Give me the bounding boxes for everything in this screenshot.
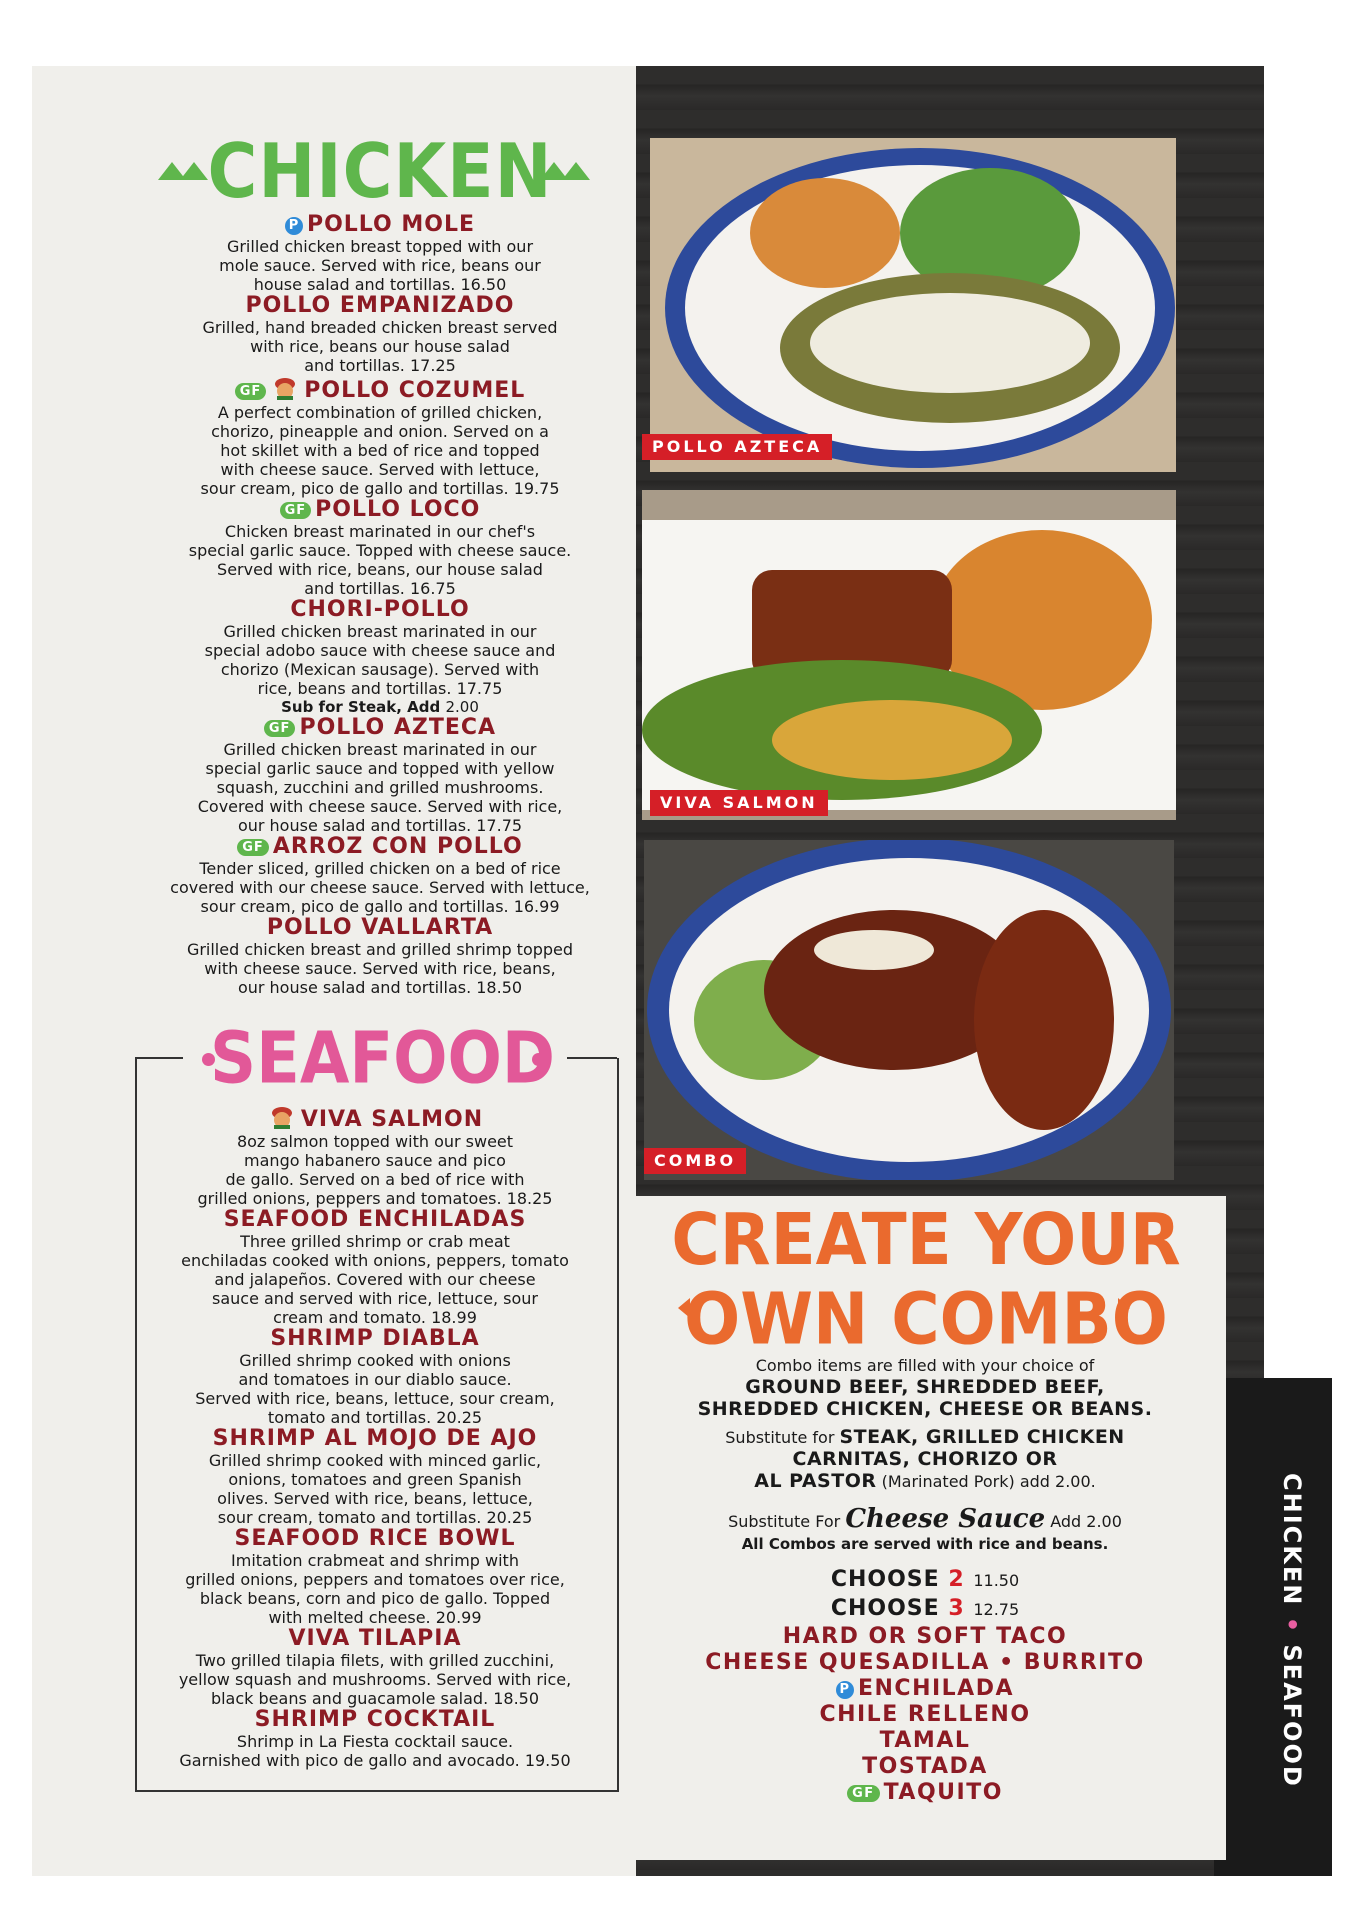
item-description: Grilled chicken breast and grilled shrimp topped with cheese sauce. Served with rice, beans, our house salad and tortillas. 18.50 [186,940,574,997]
chef-mascot-icon [267,1104,297,1130]
combo-fillings: GROUND BEEF, SHREDDED BEEF, [745,1376,1105,1398]
item-description: Grilled, hand breaded chicken breast served with rice, beans our house salad and tortillas. 17.25 [202,318,558,375]
menu-item [130,375,630,498]
choose-3-price: CHOOSE 3 12.75 [830,1596,1020,1621]
seafood-section-title: SEAFOOD [210,1017,555,1101]
menu-item [140,1104,610,1208]
photo-label: COMBO [644,1148,746,1174]
item-description: 8oz salmon topped with our sweet mango habanero sauce and pico de gallo. Served on a bed of rice with grilled onions, peppers and tomatoes. 18.25 [197,1132,553,1208]
combo-option: TOSTADA [862,1754,988,1779]
combo-title-line: CREATE YOUR [671,1197,1181,1282]
menu-item [140,1327,610,1427]
combo-option: CHILE RELLENO [819,1702,1031,1727]
item-name: GF ARROZ CON POLLO [130,835,630,859]
gluten-free-badge-icon: GF [235,383,267,400]
item-name: GF POLLO COZUMEL [130,375,630,403]
item-description: Shrimp in La Fiesta cocktail sauce. Garnished with pico de gallo and avocado. 19.50 [179,1732,571,1770]
gluten-free-badge-icon: GF [237,839,269,856]
menu-item [130,916,630,997]
plate-illustration-icon [650,138,1176,472]
menu-item [140,1627,610,1708]
photo-pollo-azteca [650,138,1176,472]
photo-viva-salmon [642,490,1176,820]
chicken-section-title: CHICKEN [207,129,553,216]
item-description: Chicken breast marinated in our chef's special garlic sauce. Topped with cheese sauce. Served with rice, beans, our house salad and tortillas. 16.75 [188,522,572,598]
item-name: CHORI-POLLO [290,597,470,622]
combo-option: TAMAL [879,1728,971,1753]
tab-separator: • [1278,1616,1306,1634]
combo-substitute-line: AL PASTOR (Marinated Pork) add 2.00. [754,1470,1096,1492]
combo-served-note: All Combos are served with rice and beans. [741,1535,1109,1553]
menu-item [140,1527,610,1627]
p-badge-icon: P [285,217,303,235]
item-description: Grilled chicken breast marinated in our special adobo sauce with cheese sauce and chorizo (Mexican sausage). Served with rice, beans and tortillas. 17.75 [204,622,556,698]
arrow-left-icon [678,1298,690,1318]
combo-option: GF TAQUITO [640,1780,1210,1806]
tab-seafood: SEAFOOD [1278,1644,1306,1788]
photo-label: VIVA SALMON [650,790,828,816]
menu-item [130,598,630,716]
p-badge-icon: P [836,1681,854,1699]
menu-item [130,498,630,598]
combo-title-line: OWN COMBO [684,1277,1168,1361]
combo-substitute-line: CARNITAS, CHORIZO OR [792,1448,1058,1470]
item-description: Three grilled shrimp or crab meat enchiladas cooked with onions, peppers, tomato and jalapeños. Covered with our cheese sauce and served with rice, lettuce, sour cream and tomato. 18.99 [181,1232,569,1327]
item-description: Grilled chicken breast marinated in our special garlic sauce and topped with yellow squash, zucchini and grilled mushrooms. Covered with cheese sauce. Served with rice, our house salad and tortillas. 17.75 [197,740,563,835]
seafood-menu-list [140,1104,610,1770]
menu-item [140,1208,610,1327]
combo-fillings: SHREDDED CHICKEN, CHEESE OR BEANS. [697,1398,1153,1420]
item-description: Grilled chicken breast topped with our mole sauce. Served with rice, beans our house salad and tortillas. 16.50 [219,237,541,294]
item-name: GF POLLO LOCO [130,498,630,522]
item-name: P POLLO MOLE [130,213,630,237]
chef-mascot-icon [270,375,300,401]
chicken-menu-list [130,213,630,997]
gluten-free-badge-icon: GF [280,502,312,519]
plate-illustration-icon [642,490,1176,820]
item-name: SHRIMP COCKTAIL [254,1707,496,1732]
menu-item [130,294,630,375]
combo-title [626,1197,1226,1361]
combo-cheese-substitute: Substitute For Cheese Sauce Add 2.00 [728,1504,1122,1534]
item-description: A perfect combination of grilled chicken, chorizo, pineapple and onion. Served on a hot skillet with a bed of rice and topped with cheese sauce. Served with lettuce, sour cream, pico de gallo and tortillas. 19.75 [200,403,560,498]
combo-option: P ENCHILADA [640,1676,1210,1702]
arrow-right-icon [1118,1298,1130,1318]
item-name: SHRIMP AL MOJO DE AJO [212,1426,538,1451]
combo-option: HARD OR SOFT TACO [782,1624,1068,1649]
item-description: Grilled shrimp cooked with onions and tomatoes in our diablo sauce. Served with rice, beans, lettuce, sour cream, tomato and tortillas. 20.25 [195,1351,555,1427]
photo-label: POLLO AZTECA [642,434,832,460]
combo-substitute: Substitute for STEAK, GRILLED CHICKEN [725,1426,1125,1448]
item-upgrade: Sub for Steak, Add 2.00 [281,698,479,716]
item-name: SEAFOOD RICE BOWL [234,1526,516,1551]
choose-2-price: CHOOSE 2 11.50 [830,1567,1020,1592]
item-name: POLLO VALLARTA [266,915,494,940]
menu-item [140,1427,610,1527]
item-name: VIVA SALMON [140,1104,610,1132]
side-tab-text [1246,1460,1306,1800]
item-description: Two grilled tilapia filets, with grilled zucchini, yellow squash and mushrooms. Served with rice, black beans and guacamole salad. 18.50 [178,1651,572,1708]
plate-illustration-icon [644,840,1174,1180]
menu-item [140,1708,610,1770]
item-description: Imitation crabmeat and shrimp with grilled onions, peppers and tomatoes over rice, black beans, corn and pico de gallo. Topped with melted cheese. 20.99 [185,1551,565,1627]
item-description: Tender sliced, grilled chicken on a bed of rice covered with our cheese sauce. Served with lettuce, sour cream, pico de gallo and tortillas. 16.99 [170,859,590,916]
item-description: Grilled shrimp cooked with minced garlic, onions, tomatoes and green Spanish olives. Served with rice, beans, lettuce, sour cream, tomato and tortillas. 20.25 [208,1451,542,1527]
gluten-free-badge-icon: GF [847,1785,880,1802]
item-name: POLLO EMPANIZADO [245,293,515,318]
combo-option: CHEESE QUESADILLA • BURRITO [705,1650,1145,1675]
gluten-free-badge-icon: GF [264,720,296,737]
menu-item [130,835,630,916]
combo-intro: Combo items are filled with your choice of [755,1356,1095,1375]
combo-details [640,1356,1210,1806]
item-name: VIVA TILAPIA [288,1626,462,1651]
menu-item [130,716,630,835]
tab-chicken: CHICKEN [1278,1472,1306,1606]
item-name: SEAFOOD ENCHILADAS [223,1207,527,1232]
menu-item [130,213,630,294]
photo-combo [644,840,1174,1180]
item-name: GF POLLO AZTECA [130,716,630,740]
item-name: SHRIMP DIABLA [270,1326,480,1351]
